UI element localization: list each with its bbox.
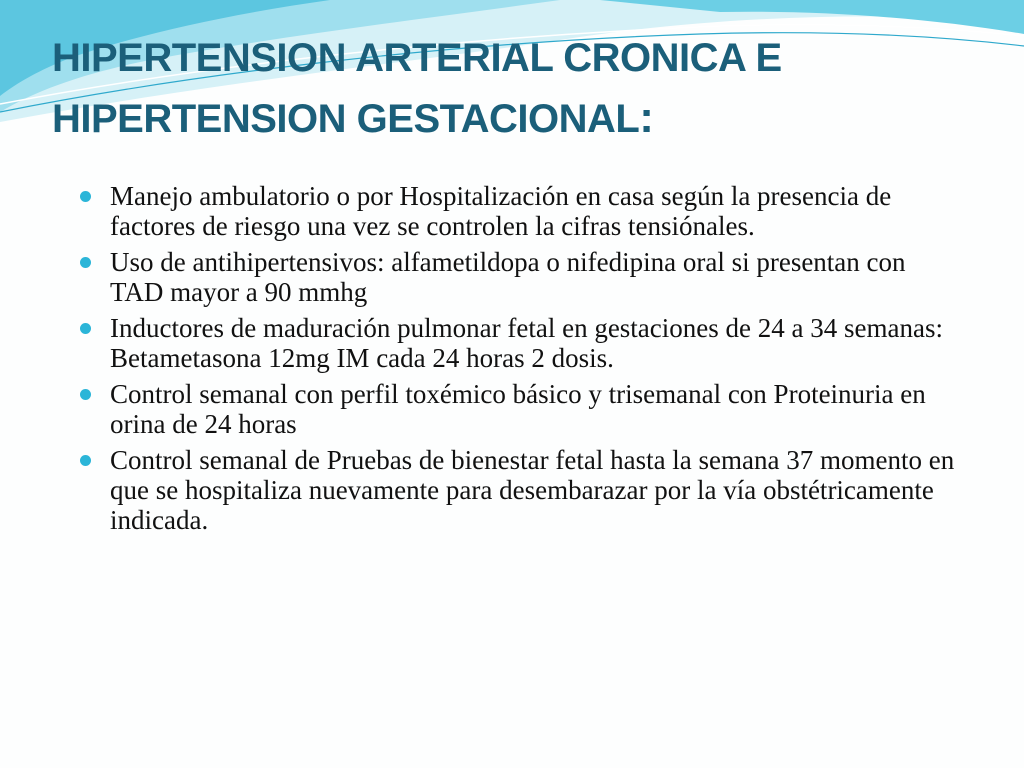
bullet-text: Inductores de maduración pulmonar fetal en gestaciones de 24 a 34 semanas: Betametasona 12mg IM cada 24 horas 2 dosis. — [110, 313, 943, 373]
bullet-dot-icon — [80, 389, 91, 400]
bullet-text: Control semanal con perfil toxémico básico y trisemanal con Proteinuria en orina de 24 horas — [110, 379, 926, 439]
bullet-item — [80, 313, 960, 373]
bullet-item — [80, 247, 960, 307]
bullet-text: Uso de antihipertensivos: alfametildopa o nifedipina oral si presentan con TAD mayor a 90 mmhg — [110, 247, 906, 307]
bullet-dot-icon — [80, 323, 91, 334]
bullet-dot-icon — [80, 191, 91, 202]
bullet-item — [80, 379, 960, 439]
title-line-2-text: HIPERTENSION GESTACIONAL — [52, 97, 640, 141]
title-line-2 — [52, 88, 972, 149]
bullet-dot-icon — [80, 455, 91, 466]
title-line-1: HIPERTENSION ARTERIAL CRONICA E — [52, 36, 782, 80]
bullet-item — [80, 181, 960, 241]
bullet-item — [80, 445, 960, 535]
bullet-dot-icon — [80, 257, 91, 268]
bullet-list — [80, 181, 960, 541]
bullet-text: Control semanal de Pruebas de bienestar fetal hasta la semana 37 momento en que se hospitaliza nuevamente para desembarazar por la vía obstétricamente indicada. — [110, 445, 955, 535]
title-colon: : — [639, 93, 654, 142]
slide-title — [52, 28, 972, 149]
bullet-text: Manejo ambulatorio o por Hospitalización en casa según la presencia de factores de riesgo una vez se controlen la cifras tensiónales. — [110, 181, 892, 241]
